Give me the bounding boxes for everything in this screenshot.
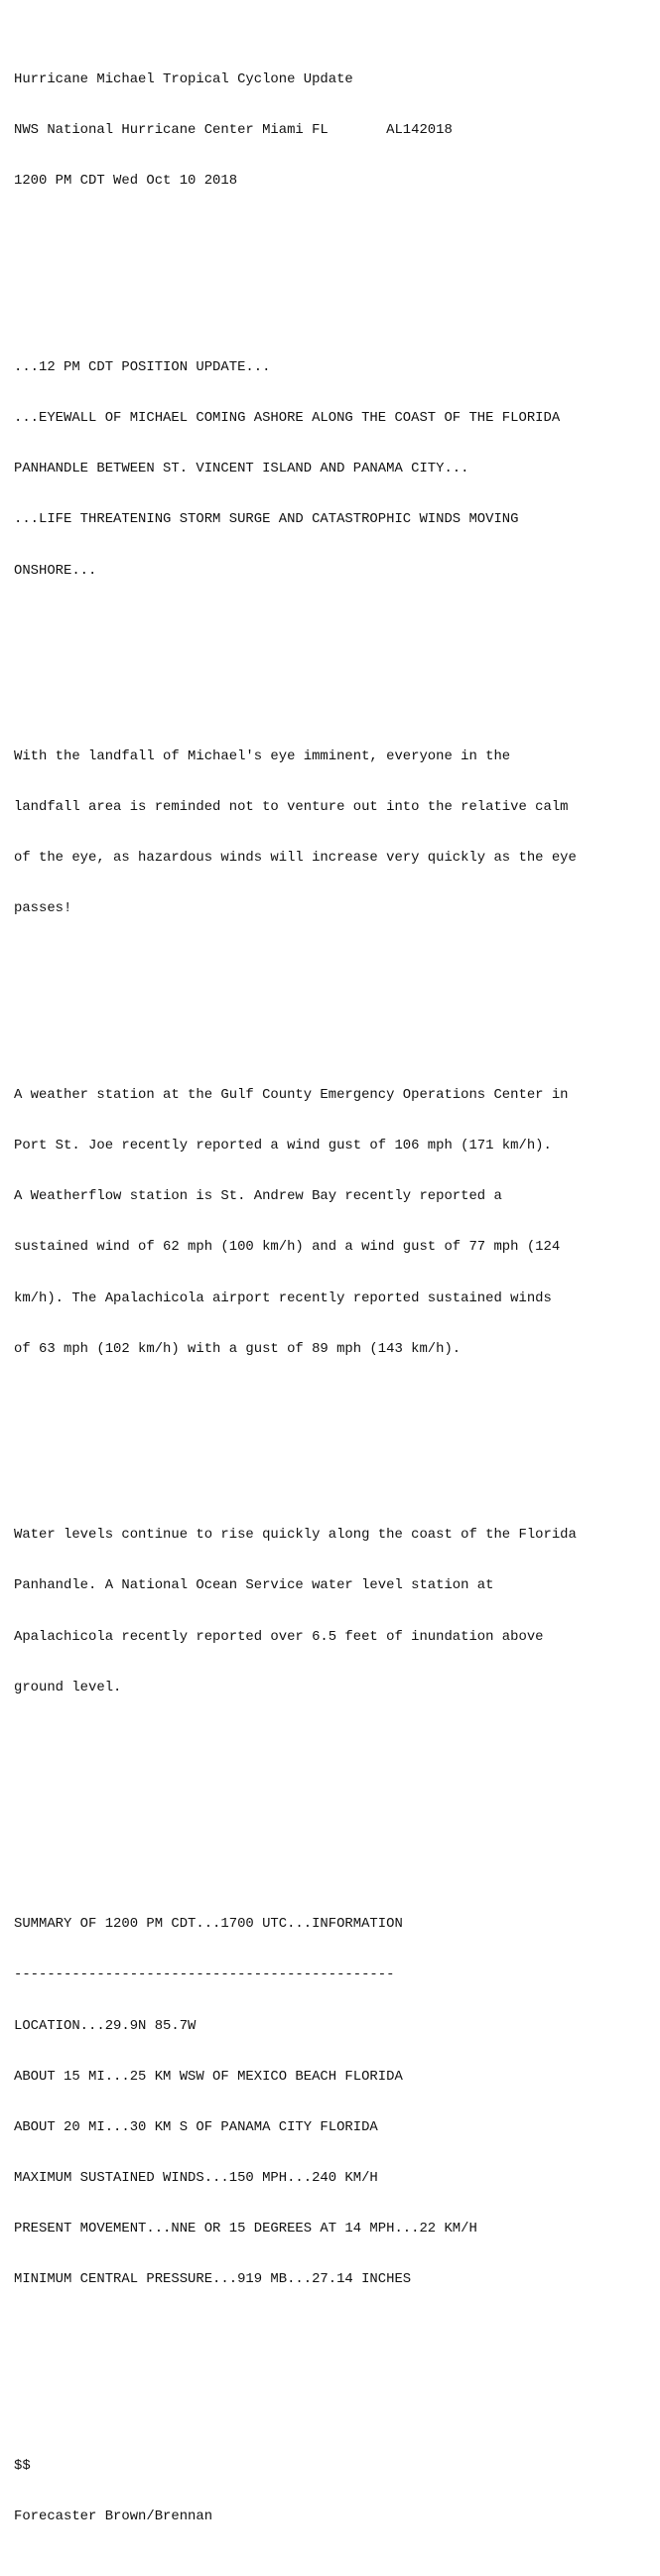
advisory-footer (14, 2424, 654, 2559)
summary-item: MINIMUM CENTRAL PRESSURE...919 MB...27.14 INCHES (14, 2271, 412, 2288)
headlines-block (14, 326, 654, 613)
paragraph-line: A Weatherflow station is St. Andrew Bay recently reported a (14, 1188, 502, 1205)
summary-item: ABOUT 15 MI...25 KM WSW OF MEXICO BEACH FLORIDA (14, 2068, 403, 2085)
paragraph-line: of the eye, as hazardous winds will increase very quickly as the eye (14, 850, 577, 867)
paragraph-line: sustained wind of 62 mph (100 km/h) and a wind gust of 77 mph (124 (14, 1239, 561, 1256)
advisory-title: Hurricane Michael Tropical Cyclone Update (14, 71, 353, 88)
paragraph-line: landfall area is reminded not to venture out into the relative calm (14, 799, 569, 816)
blank-line (14, 647, 654, 664)
paragraph-wind-reports (14, 1053, 654, 1392)
headline-line: PANHANDLE BETWEEN ST. VINCENT ISLAND AND PANAMA CITY... (14, 461, 469, 477)
summary-item: LOCATION...29.9N 85.7W (14, 2017, 197, 2034)
paragraph-line: Port St. Joe recently reported a wind gust of 106 mph (171 km/h). (14, 1138, 552, 1154)
paragraph-line: km/h). The Apalachicola airport recently reported sustained winds (14, 1289, 552, 1306)
advisory-header (14, 38, 654, 224)
summary-item: MAXIMUM SUSTAINED WINDS...150 MPH...240 KM/H (14, 2170, 378, 2186)
blank-line (14, 1425, 654, 1442)
blank-line (14, 986, 654, 1003)
paragraph-water-levels (14, 1493, 654, 1730)
blank-line (14, 2357, 654, 2373)
summary-divider: ---------------------------------------------- (14, 1966, 395, 1983)
end-marker: $$ (14, 2457, 31, 2474)
paragraph-line: Water levels continue to rise quickly along the coast of the Florida (14, 1527, 577, 1544)
headline-line: ...EYEWALL OF MICHAEL COMING ASHORE ALONG THE COAST OF THE FLORIDA (14, 410, 561, 427)
blank-line (14, 258, 654, 275)
paragraph-line: passes! (14, 900, 72, 917)
summary-item: ABOUT 20 MI...30 KM S OF PANAMA CITY FLORIDA (14, 2118, 378, 2135)
issue-time: 1200 PM CDT Wed Oct 10 2018 (14, 173, 238, 190)
paragraph-line: With the landfall of Michael's eye imminent, everyone in the (14, 748, 511, 765)
paragraph-line: ground level. (14, 1679, 122, 1695)
headline-line: ...12 PM CDT POSITION UPDATE... (14, 358, 271, 375)
summary-block (14, 1882, 654, 2322)
headline-line: ...LIFE THREATENING STORM SURGE AND CATASTROPHIC WINDS MOVING (14, 511, 519, 528)
headline-line: ONSHORE... (14, 562, 97, 579)
blank-line (14, 1815, 654, 1831)
forecaster-signature: Forecaster Brown/Brennan (14, 2508, 213, 2524)
paragraph-line: Panhandle. A National Ocean Service water level station at (14, 1577, 494, 1594)
paragraph-eye-warning (14, 715, 654, 952)
blank-line (14, 1764, 654, 1781)
summary-item: PRESENT MOVEMENT...NNE OR 15 DEGREES AT 14 MPH...22 KM/H (14, 2221, 477, 2237)
paragraph-line: A weather station at the Gulf County Emergency Operations Center in (14, 1087, 569, 1103)
summary-heading: SUMMARY OF 1200 PM CDT...1700 UTC...INFORMATION (14, 1916, 403, 1933)
issuing-office-line: NWS National Hurricane Center Miami FL AL142018 (14, 122, 453, 139)
advisory-bulletin (14, 4, 654, 2576)
paragraph-line: of 63 mph (102 km/h) with a gust of 89 mph (143 km/h). (14, 1340, 462, 1357)
paragraph-line: Apalachicola recently reported over 6.5 feet of inundation above (14, 1628, 544, 1645)
